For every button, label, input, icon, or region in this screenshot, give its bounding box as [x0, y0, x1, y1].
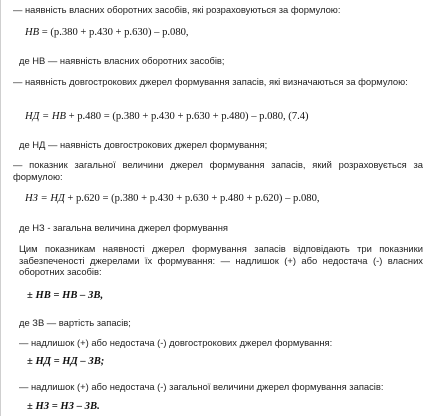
- formula-nv-rhs: = (р.380 + р.430 + р.630) – р.080,: [39, 27, 189, 38]
- formula-nd-lhs: НД = НВ: [25, 111, 66, 122]
- formula-delta-nz: [27, 401, 100, 412]
- paragraph-nz-definition: де НЗ - загальна величина джерел формування: [19, 222, 228, 233]
- formula-delta-nv-text: ± НВ = НВ – ЗВ,: [27, 290, 104, 301]
- paragraph-long-term-intro: — наявність довгострокових джерел формування запасів, які визначаються за формулою:: [13, 76, 408, 87]
- paragraph-indicators: Цим показникам наявності джерел формування запасів відповідають три показники забезпеченості джерелами їх формування: — надлишок (+) або недостача (-) власних оборотних засобів:: [19, 243, 423, 278]
- paragraph-total-intro: — показник загальної величини джерел формування запасів, який розраховується за формулою:: [13, 159, 423, 182]
- formula-nz: [25, 193, 320, 204]
- formula-nd-rhs: + р.480 = (р.380 + р.430 + р.630 + р.480) – р.080, (7.4): [65, 111, 309, 122]
- paragraph-zv-definition: де ЗВ — вартість запасів;: [19, 317, 131, 328]
- formula-nd: [25, 111, 309, 122]
- formula-nz-rhs: + р.620 = (р.380 + р.430 + р.630 + р.480 + р.620) – р.080,: [64, 193, 320, 204]
- formula-delta-nd: [27, 356, 104, 367]
- paragraph-nd-definition: де НД — наявність довгострокових джерел формування;: [19, 139, 268, 150]
- paragraph-nv-definition: де НВ — наявність власних оборотних засобів;: [19, 55, 225, 66]
- formula-delta-nv: [27, 290, 103, 301]
- formula-delta-nd-text: ± НД = НД – ЗВ;: [27, 356, 105, 367]
- formula-nv-lhs: НВ: [25, 27, 40, 38]
- paragraph-own-funds-intro: — наявність власних оборотних засобів, які розраховуються за формулою:: [13, 4, 341, 15]
- paragraph-total-surplus: — надлишок (+) або недостача (-) загальної величини джерел формування запасів:: [19, 381, 384, 392]
- paragraph-long-term-surplus: — надлишок (+) або недостача (-) довгострокових джерел формування:: [19, 337, 333, 348]
- formula-nv: [25, 27, 189, 38]
- formula-nz-lhs: НЗ = НД: [25, 193, 65, 204]
- formula-delta-nz-text: ± НЗ = НЗ – ЗВ.: [27, 401, 100, 412]
